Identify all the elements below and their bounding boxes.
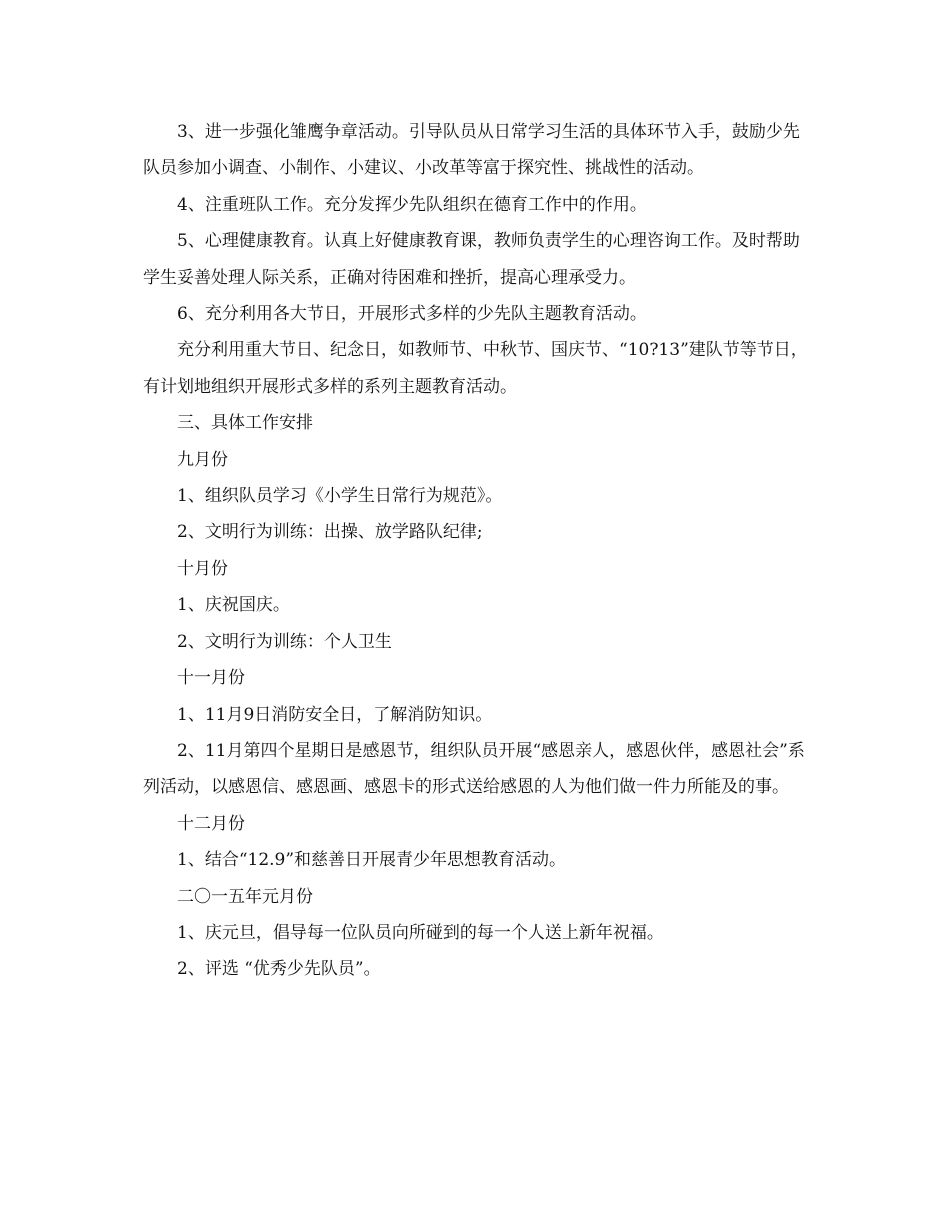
list-item: 1、结合“12.9”和慈善日开展青少年思想教育活动。 (177, 850, 567, 871)
paragraph-activity-4: 4、注重班队工作。充分发挥少先队组织在德育工作中的作用。 (177, 194, 647, 215)
list-item: 2、文明行为训练：出操、放学路队纪律; (177, 522, 483, 543)
paragraph-activity-6: 6、充分利用各大节日，开展形式多样的少先队主题教育活动。 (177, 304, 647, 325)
paragraph-activity-5: 5、心理健康教育。认真上好健康教育课，教师负责学生的心理咨询工作。及时帮助学生妥善处理人际关系，正确对待困难和挫折，提高心理承受力。 (143, 231, 800, 288)
list-item: 2、文明行为训练：个人卫生 (177, 631, 392, 652)
list-item: 2、11月第四个星期日是感恩节，组织队员开展“感恩亲人，感恩伙伴，感恩社会”系列活动，以感恩信、感恩画、感恩卡的形式送给感恩的人为他们做一件力所能及的事。 (143, 740, 805, 798)
list-item: 1、组织队员学习《小学生日常行为规范》。 (177, 486, 503, 507)
list-item: 2、评选 “优秀少先队员”。 (177, 959, 381, 980)
list-item: 1、11月9日消防安全日，了解消防知识。 (177, 704, 493, 725)
paragraph-activity-3: 3、进一步强化雏鹰争章活动。引导队员从日常学习生活的具体环节入手，鼓励少先队员参加小调查、小制作、小建议、小改革等富于探究性、挑战性的活动。 (143, 122, 800, 179)
list-item: 1、庆祝国庆。 (177, 595, 290, 616)
month-heading-november: 十一月份 (177, 668, 245, 689)
list-item: 1、庆元旦，倡导每一位队员向所碰到的每一个人送上新年祝福。 (177, 922, 664, 943)
document-body (143, 114, 815, 988)
month-heading-september: 九月份 (177, 449, 228, 470)
month-heading-december: 十二月份 (177, 813, 245, 834)
month-heading-october: 十月份 (177, 558, 228, 579)
paragraph-holidays: 充分利用重大节日、纪念日，如教师节、中秋节、国庆节、“10?13”建队节等节日，有计划地组织开展形式多样的系列主题教育活动。 (143, 340, 808, 397)
section-heading-schedule: 三、具体工作安排 (177, 413, 313, 434)
month-heading-january: 二〇一五年元月份 (177, 886, 313, 907)
